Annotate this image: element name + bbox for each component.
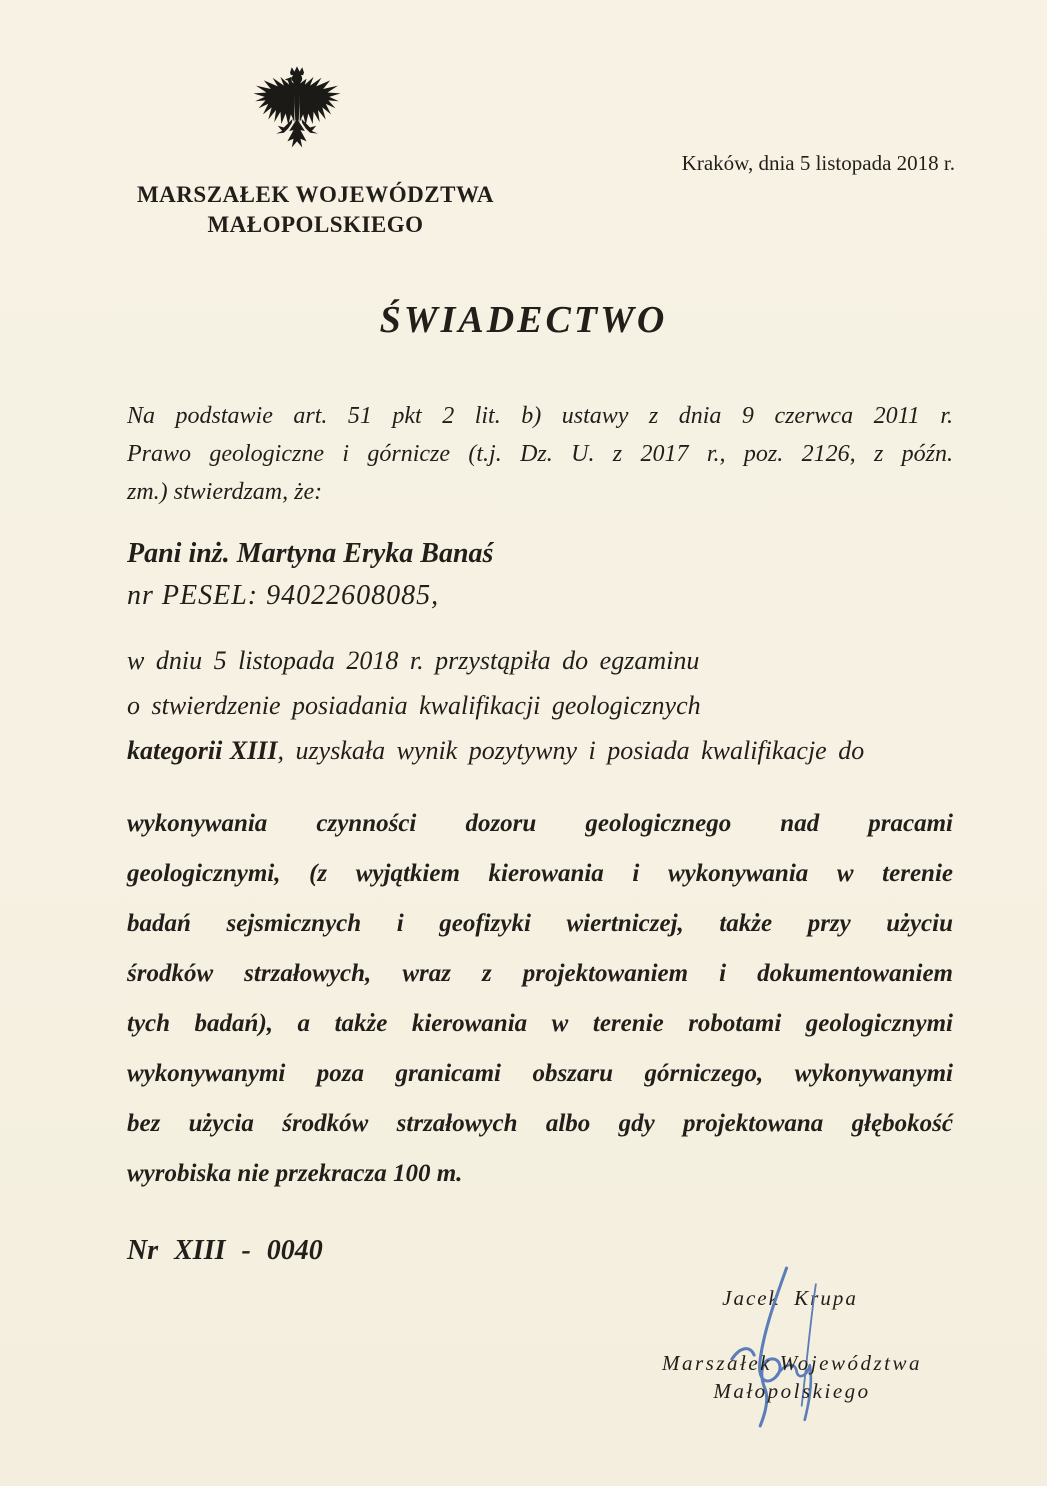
text-line: wykonywania czynności dozoru geologicznego nad pracami xyxy=(127,810,953,837)
qualifications-paragraph xyxy=(127,799,953,1199)
signer-title xyxy=(618,1349,966,1405)
exam-line: o stwierdzenie posiadania kwalifikacji geologicznych xyxy=(127,691,701,720)
text-line: zm.) stwierdzam, że: xyxy=(127,479,323,505)
issuer-line2: MAŁOPOLSKIEGO xyxy=(207,212,424,237)
handwritten-signature-icon xyxy=(712,1262,857,1434)
exam-paragraph xyxy=(127,638,969,773)
pesel-number: nr PESEL: 94022608085, xyxy=(127,580,440,611)
text-line: bez użycia środków strzałowych albo gdy projektowana głębokość xyxy=(127,1110,953,1137)
certificate-number: Nr XIII - 0040 xyxy=(127,1235,323,1266)
exam-category: kategorii XIII xyxy=(127,736,278,765)
issuer-name xyxy=(108,180,523,240)
exam-line xyxy=(127,728,969,773)
signer-name: Jacek Krupa xyxy=(722,1286,858,1310)
text-line: Prawo geologiczne i górnicze (t.j. Dz. U. z 2017 r., poz. 2126, z późn. xyxy=(127,441,953,467)
text-line: wyrobiska nie przekracza 100 m. xyxy=(127,1160,463,1187)
text-line: badań sejsmicznych i geofizyki wiertniczej, także przy użyciu xyxy=(127,910,953,937)
recipient-name: Pani inż. Martyna Eryka Banaś xyxy=(127,538,494,569)
text-line: tych badań), a także kierowania w terenie robotami geologicznymi xyxy=(127,1010,953,1037)
signer-title-line1: Marszałek Województwa xyxy=(662,1351,922,1375)
text-line: środków strzałowych, wraz z projektowaniem i dokumentowaniem xyxy=(127,960,953,987)
text-line: wykonywanymi poza granicami obszaru górniczego, wykonywanymi xyxy=(127,1060,953,1087)
text-line: geologicznymi, (z wyjątkiem kierowania i wykonywania w terenie xyxy=(127,860,953,887)
text-line: Na podstawie art. 51 pkt 2 lit. b) ustawy z dnia 9 czerwca 2011 r. xyxy=(127,403,953,429)
issuer-line1: MARSZAŁEK WOJEWÓDZTWA xyxy=(136,182,495,207)
polish-eagle-emblem-icon xyxy=(249,62,345,158)
signer-title-line2: Małopolskiego xyxy=(713,1379,871,1403)
document-title: ŚWIADECTWO xyxy=(379,299,668,341)
exam-line: w dniu 5 listopada 2018 r. przystąpiła do egzaminu xyxy=(127,646,700,675)
exam-line-rest: , uzyskała wynik pozytywny i posiada kwalifikacje do xyxy=(277,736,865,765)
legal-basis-paragraph xyxy=(127,397,953,511)
place-date: Kraków, dnia 5 listopada 2018 r. xyxy=(681,151,955,175)
